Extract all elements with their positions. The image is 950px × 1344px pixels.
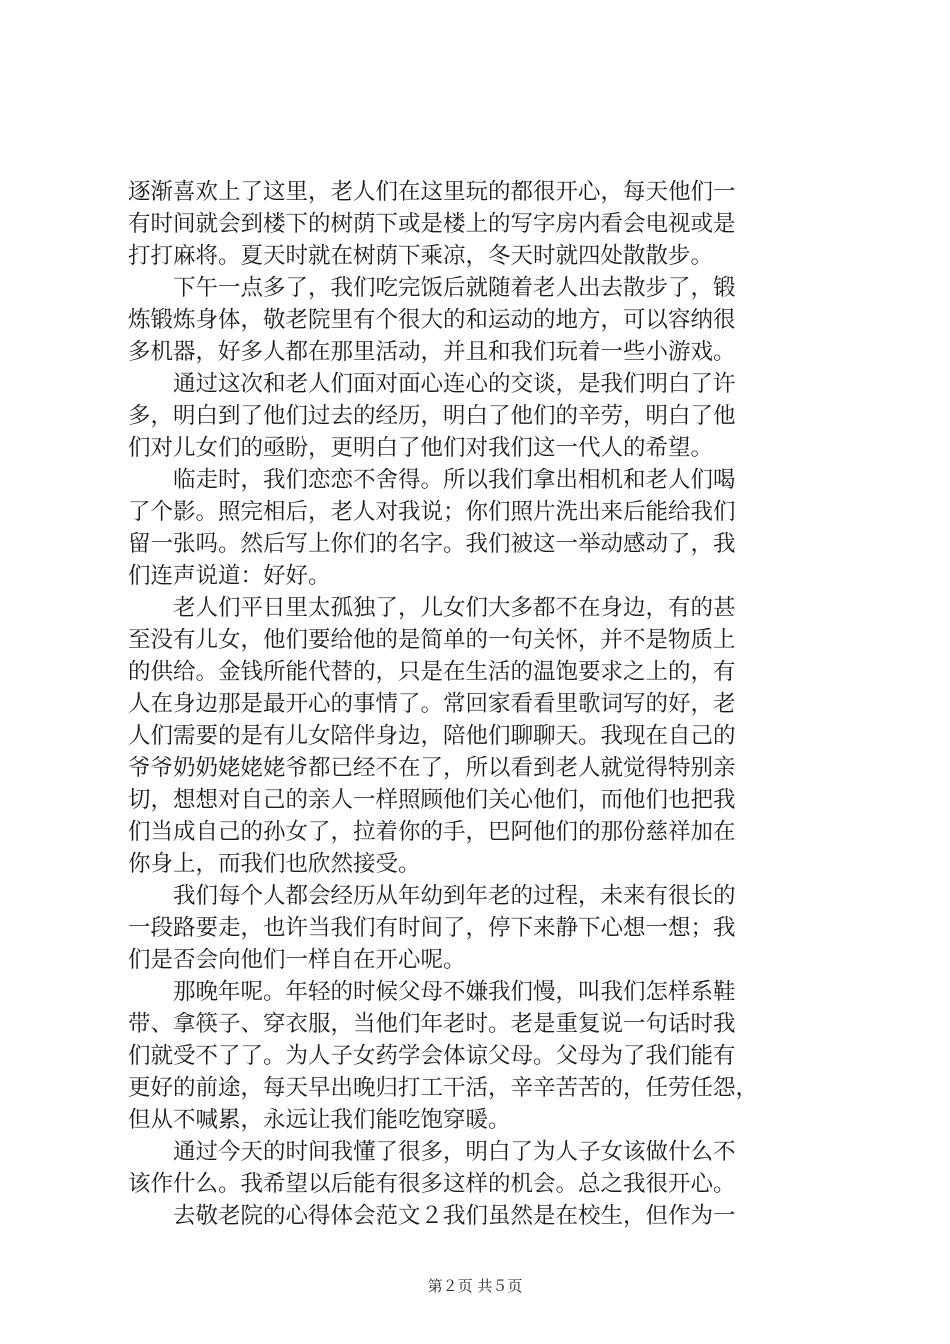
page-footer: 第２页 共５页 — [427, 1277, 523, 1295]
text-line: 那晚年呢。年轻的时候父母不嫌我们慢，叫我们怎样系鞋 — [128, 979, 736, 1005]
text-line: 人在身边那是最开心的事情了。常回家看看里歌词写的好，老 — [128, 691, 736, 717]
text-line: 逐渐喜欢上了这里，老人们在这里玩的都很开心，每天他们一 — [128, 179, 736, 205]
text-line: 切，想想对自己的亲人一样照顾他们关心他们，而他们也把我 — [128, 787, 736, 813]
document-body — [128, 176, 828, 1232]
text-line: 下午一点多了，我们吃完饭后就随着老人出去散步了，锻 — [128, 275, 736, 301]
text-line: 去敬老院的心得体会范文２我们虽然是在校生，但作为一 — [128, 1203, 736, 1229]
text-line: 留一张吗。然后写上你们的名字。我们被这一举动感动了，我 — [128, 531, 736, 557]
text-line: 临走时，我们恋恋不舍得。所以我们拿出相机和老人们喝 — [128, 467, 736, 493]
text-line: 带、拿筷子、穿衣服，当他们年老时。老是重复说一句话时我 — [128, 1011, 736, 1037]
text-line: 们对儿女们的亟盼，更明白了他们对我们这一代人的希望。 — [128, 435, 714, 461]
text-line: 至没有儿女，他们要给他的是简单的一句关怀，并不是物质上 — [128, 627, 736, 653]
text-line: 爷爷奶奶姥姥姥爷都已经不在了，所以看到老人就觉得特别亲 — [128, 755, 736, 781]
text-line: 我们每个人都会经历从年幼到年老的过程，未来有很长的 — [128, 883, 736, 909]
text-line: 多机器，好多人都在那里活动，并且和我们玩着一些小游戏。 — [128, 339, 736, 365]
text-line: 但从不喊累，永远让我们能吃饱穿暖。 — [128, 1107, 511, 1133]
text-line: 们就受不了了。为人子女药学会体谅父母。父母为了我们能有 — [128, 1043, 736, 1069]
text-line: 通过今天的时间我懂了很多，明白了为人子女该做什么不 — [128, 1139, 736, 1165]
text-line: 们是否会向他们一样自在开心呢。 — [128, 947, 466, 973]
text-line: 人们需要的是有儿女陪伴身边，陪他们聊聊天。我现在自己的 — [128, 723, 736, 749]
text-line: 的供给。金钱所能代替的，只是在生活的温饱要求之上的，有 — [128, 659, 736, 685]
text-line: 多，明白到了他们过去的经历，明白了他们的辛劳，明白了他 — [128, 403, 736, 429]
text-line: 你身上，而我们也欣然接受。 — [128, 851, 421, 877]
text-line: 老人们平日里太孤独了，儿女们大多都不在身边，有的甚 — [128, 595, 736, 621]
text-line: 通过这次和老人们面对面心连心的交谈，是我们明白了许 — [128, 371, 736, 397]
text-line: 们连声说道：好好。 — [128, 563, 331, 589]
text-line: 有时间就会到楼下的树荫下或是楼上的写字房内看会电视或是 — [128, 211, 736, 237]
text-line: 打打麻将。夏天时就在树荫下乘凉，冬天时就四处散散步。 — [128, 243, 714, 269]
text-line: 们当成自己的孙女了，拉着你的手，巴阿他们的那份慈祥加在 — [128, 819, 736, 845]
text-line: 该作什么。我希望以后能有很多这样的机会。总之我很开心。 — [128, 1171, 736, 1197]
text-line: 了个影。照完相后，老人对我说；你们照片洗出来后能给我们 — [128, 499, 736, 525]
text-line: 一段路要走，也许当我们有时间了，停下来静下心想一想；我 — [128, 915, 736, 941]
text-line: 更好的前途，每天早出晚归打工干活，辛辛苦苦的，任劳任怨， — [128, 1075, 759, 1101]
text-line: 炼锻炼身体，敬老院里有个很大的和运动的地方，可以容纳很 — [128, 307, 736, 333]
